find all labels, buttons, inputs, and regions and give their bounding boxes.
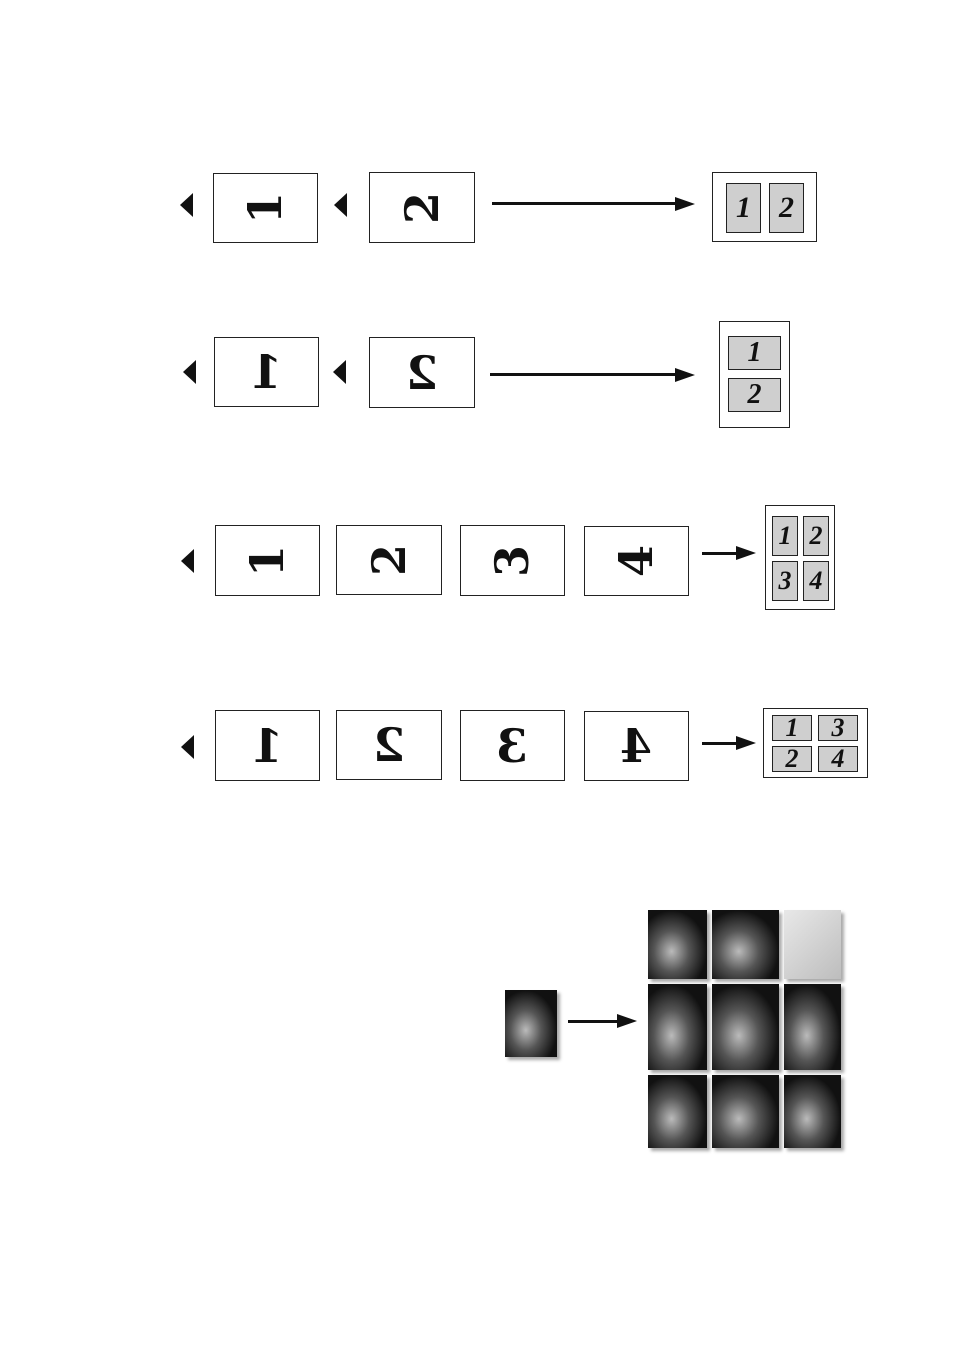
poster-tile xyxy=(648,984,707,1070)
result-cell: 2 xyxy=(769,183,804,233)
arrow-right-icon xyxy=(736,736,756,750)
original-page-2 xyxy=(369,172,475,243)
arrow-right-icon xyxy=(675,197,695,211)
page-number: 1 xyxy=(240,544,295,577)
result-cell: 2 xyxy=(803,516,829,556)
arrow-line xyxy=(492,202,677,205)
original-page-2 xyxy=(336,525,442,595)
result-cell: 2 xyxy=(772,746,812,772)
source-photo-handshake xyxy=(505,990,557,1057)
result-cell: 4 xyxy=(803,561,829,601)
result-page xyxy=(719,321,790,428)
result-page xyxy=(712,172,817,242)
original-page-1 xyxy=(215,710,320,781)
original-page-4 xyxy=(584,526,689,596)
result-cell: 2 xyxy=(728,378,781,412)
original-page-1 xyxy=(214,337,319,407)
poster-tile xyxy=(648,1075,707,1148)
original-page-3 xyxy=(460,710,565,781)
arrow-right-icon xyxy=(675,368,695,382)
poster-tile xyxy=(712,1075,779,1148)
result-cell: 3 xyxy=(772,561,798,601)
feed-direction-arrow-icon xyxy=(180,193,193,217)
page-number: 3 xyxy=(496,718,529,773)
result-page xyxy=(763,708,868,778)
poster-tile xyxy=(784,910,841,979)
poster-tile xyxy=(712,910,779,979)
poster-tile xyxy=(648,910,707,979)
page-number: 2 xyxy=(361,543,416,577)
arrow-line xyxy=(568,1020,618,1023)
page-number: 3 xyxy=(485,544,540,577)
page-number: 2 xyxy=(372,718,405,772)
arrow-right-icon xyxy=(617,1014,637,1028)
result-cell: 1 xyxy=(772,516,798,556)
result-cell: 4 xyxy=(818,746,858,772)
arrow-right-icon xyxy=(736,546,756,560)
feed-direction-arrow-icon xyxy=(334,193,347,217)
original-page-2 xyxy=(369,337,475,408)
original-page-1 xyxy=(213,173,318,243)
original-page-4 xyxy=(584,711,689,781)
arrow-line xyxy=(490,373,677,376)
original-page-2 xyxy=(336,710,442,780)
feed-direction-arrow-icon xyxy=(181,549,194,573)
page-number: 4 xyxy=(609,544,664,578)
result-cell: 3 xyxy=(818,715,858,741)
poster-tile xyxy=(712,984,779,1070)
original-page-1 xyxy=(215,525,320,596)
result-cell: 1 xyxy=(772,715,812,741)
original-page-3 xyxy=(460,525,565,596)
page-number: 1 xyxy=(250,345,283,399)
page-number: 4 xyxy=(620,719,653,773)
arrow-line xyxy=(702,552,738,555)
feed-direction-arrow-icon xyxy=(181,735,194,759)
poster-tile xyxy=(784,984,841,1070)
page-number: 1 xyxy=(251,718,284,773)
feed-direction-arrow-icon xyxy=(183,360,196,384)
feed-direction-arrow-icon xyxy=(333,360,346,384)
arrow-line xyxy=(702,742,738,745)
result-page xyxy=(765,505,835,610)
poster-tiles xyxy=(648,910,843,1150)
page-number: 1 xyxy=(238,191,293,225)
page-number: 2 xyxy=(405,345,438,400)
poster-tile xyxy=(784,1075,841,1148)
result-cell: 1 xyxy=(726,183,761,233)
page-number: 2 xyxy=(394,191,449,224)
result-cell: 1 xyxy=(728,336,781,370)
